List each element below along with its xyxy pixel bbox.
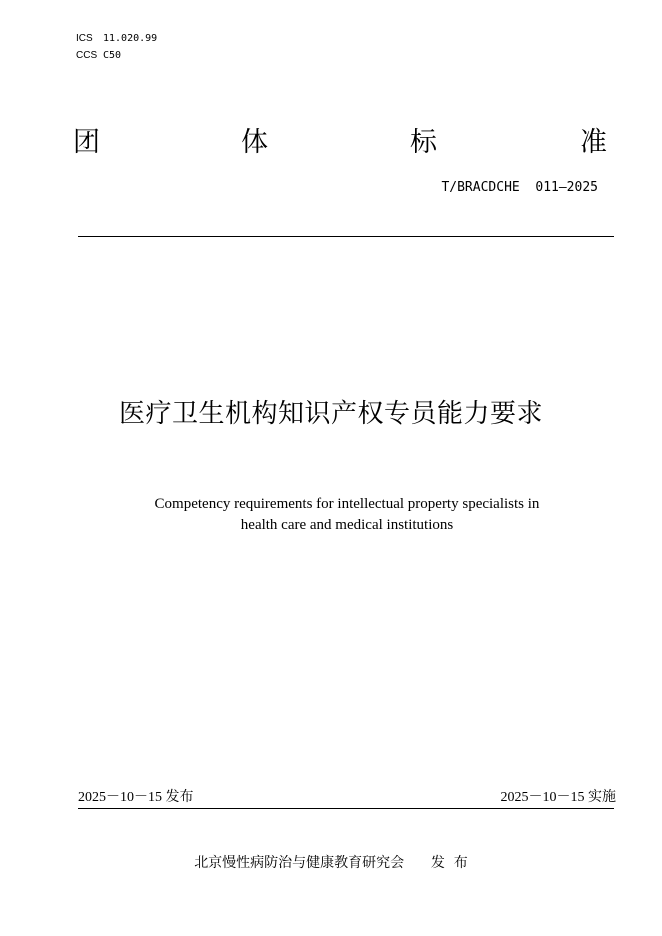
standard-type-char-2: 体	[241, 127, 268, 158]
title-english-line-1: Competency requirements for intellectual property specialists in	[154, 496, 540, 512]
ccs-code	[76, 50, 121, 62]
ccs-value: C50	[103, 50, 122, 61]
standard-type-char-4: 准	[580, 127, 607, 158]
publisher-name: 北京慢性病防治与健康教育研究会	[194, 855, 405, 871]
document-title-english	[0, 494, 662, 536]
implementation-date	[501, 788, 617, 807]
issue-date	[78, 788, 194, 807]
ccs-label: CCS	[76, 50, 98, 61]
publisher	[0, 853, 662, 873]
publisher-action: 发 布	[430, 855, 468, 871]
footer-divider	[78, 808, 614, 809]
title-english-line-2: health care and medical institutions	[240, 517, 454, 533]
document-title-chinese: 医疗卫生机构知识产权专员能力要求	[118, 399, 543, 429]
standard-type-char-1: 团	[73, 127, 100, 158]
implementation-date-value: 2025－10－15	[500, 790, 585, 805]
issue-date-value: 2025－10－15	[78, 790, 162, 805]
standard-number: T/BRACDCHE 011—2025	[441, 180, 598, 195]
header-divider	[78, 236, 614, 237]
issue-label: 发布	[165, 789, 194, 805]
implementation-label: 实施	[588, 789, 616, 805]
ics-code	[76, 33, 157, 45]
standard-type-char-3: 标	[410, 127, 437, 158]
ics-label: ICS	[76, 33, 93, 44]
ics-value: 11.020.99	[103, 33, 158, 44]
